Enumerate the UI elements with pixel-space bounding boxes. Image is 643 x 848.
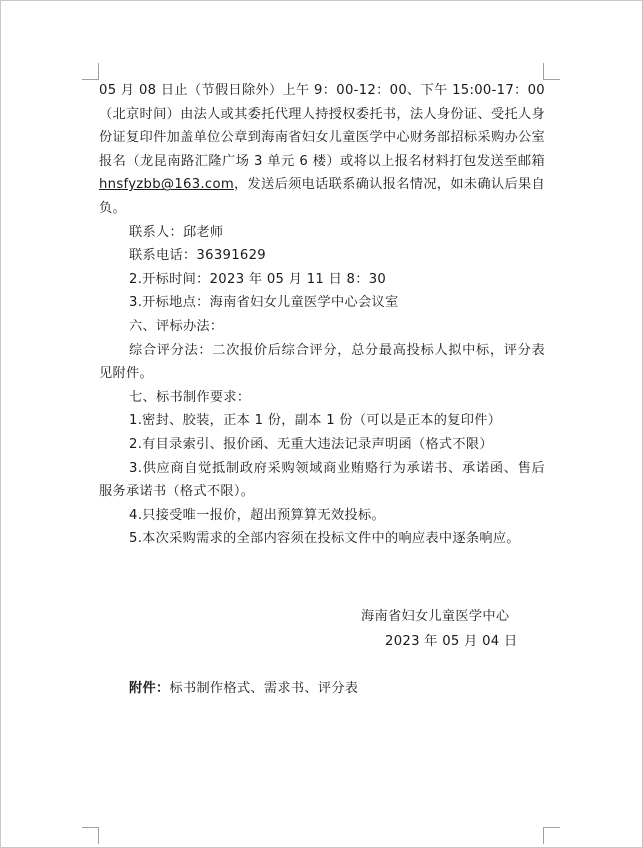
- attachment-text: 标书制作格式、需求书、评分表: [169, 681, 359, 696]
- bid-opening-time: 2.开标时间：2023 年 05 月 11 日 8：30: [129, 271, 387, 287]
- requirement-4: 4.只接受唯一报价，超出预算算无效投标。: [129, 507, 385, 523]
- document-body: [99, 79, 545, 551]
- registration-text-a: 05 月 08 日止（节假日除外）上午 9：00-12：00、下午 15:00-17：00（北京时间）由法人或其委托代理人持授权委托书，法人身份证、受托人身份证复印件加盖单位公章到海南省妇女儿童医学中心财务部招标采购办公室报名（龙昆南路汇隆广场 3 单元 6 楼）或将以上报名材料打包发送至邮箱: [99, 83, 545, 169]
- signature-date: 2023 年 05 月 04 日: [385, 634, 518, 649]
- section-6-title: 六、评标办法：: [129, 318, 224, 334]
- section-6-body: 综合评分法：二次报价后综合评分，总分最高投标人拟中标，评分表见附件。: [99, 342, 545, 382]
- email-link[interactable]: hnsfyzbb@163.com: [99, 177, 234, 193]
- margin-mark-top-left: [82, 63, 99, 80]
- registration-text-b: ，发送后须电话联系确认报名情况，如未确认后果自负。: [99, 177, 545, 216]
- margin-mark-top-right: [543, 63, 560, 80]
- section-7-title: 七、标书制作要求：: [129, 389, 251, 405]
- registration-paragraph: [99, 79, 545, 221]
- requirement-2: 2.有目录索引、报价函、无重大违法记录声明函（格式不限）: [129, 436, 493, 452]
- requirement-1: 1.密封、胶装，正本 1 份，副本 1 份（可以是正本的复印件）: [129, 413, 502, 429]
- bid-opening-place: 3.开标地点：海南省妇女儿童医学中心会议室: [129, 295, 399, 311]
- margin-mark-bottom-right: [543, 827, 560, 844]
- attachment-label: 附件：: [129, 681, 170, 696]
- contact-phone: 联系电话：36391629: [129, 248, 266, 264]
- signature-organization: 海南省妇女儿童医学中心: [361, 609, 510, 624]
- attachment-line: [129, 677, 358, 701]
- requirement-3: 3.供应商自觉抵制政府采购领域商业贿赂行为承诺书、承诺函、售后服务承诺书（格式不限）。: [99, 460, 545, 500]
- requirement-5: 5.本次采购需求的全部内容须在投标文件中的响应表中逐条响应。: [129, 531, 520, 547]
- margin-mark-bottom-left: [82, 827, 99, 844]
- contact-person: 联系人：邱老师: [129, 224, 224, 240]
